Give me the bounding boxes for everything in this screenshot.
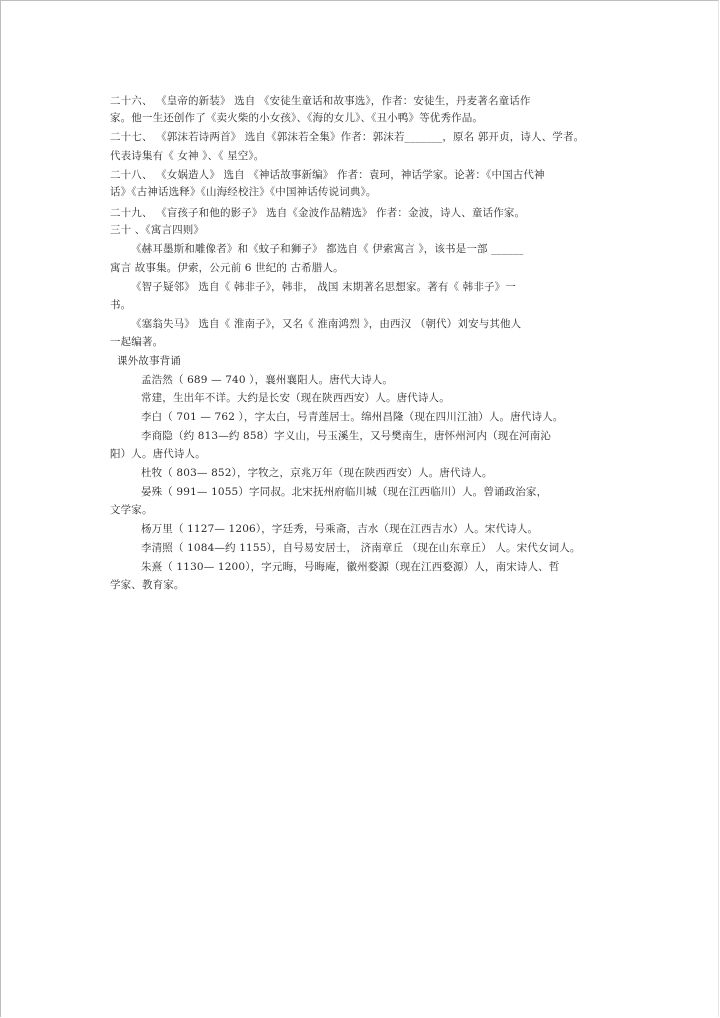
text-line: 二十七、 《郭沫若诗两首》 选自《郭沫若全集》作者：郭沫若_______，原名 郭开贞，诗人、学者。 [110,131,585,143]
text-line: 朱熹（ 1130— 1200），字元晦，号晦庵，徽州婺源（现在江西婺源）人，南宋诗人、哲 [141,561,560,573]
text-line: 寓言 故事集。伊索，公元前 6 世纪的 古希腊人。 [110,262,344,274]
text-line: 李商隐（约 813—约 858）字义山，号玉溪生，又号樊南生，唐怀州河内（现在河南沁 [141,430,552,442]
text-line: 《塞翁失马》 选自《 淮南子》，又名《 淮南鸿烈 》，由西汉 （朝代）刘安与其他人 [131,318,522,330]
text-line: 二十九、 《盲孩子和他的影子》 选自《金波作品精选》 作者：金波，诗人、童话作家。 [110,207,526,219]
text-line: 一起编著。 [110,336,164,348]
text-line: 三十 、《寓言四则》 [110,224,205,236]
text-line: 李清照（ 1084—约 1155），自号易安居士， 济南章丘 （现在山东章丘） 人。宋代女词人。 [141,542,581,554]
text-line: 学家、教育家。 [110,579,185,591]
text-line: 李白（ 701 — 762 ），字太白，号青莲居士。绵州昌隆（现在四川江油）人。唐代诗人。 [141,411,564,423]
text-line: 文学家。 [110,504,153,516]
text-line: 二十六、 《皇帝的新装》 选自 《安徒生童话和故事选》，作者：安徒生，丹麦著名童话作 [110,95,531,107]
text-line: 《智子疑邻》 选自《 韩非子》，韩非， 战国 末期著名思想家。著有《 韩非子》一 [131,281,516,293]
text-line: 晏殊（ 991— 1055）字同叔。北宋抚州府临川城（现在江西临川）人。曾诵政治家， [141,486,548,498]
text-line: 孟浩然（ 689 — 740 ），襄州襄阳人。唐代大诗人。 [141,374,394,386]
text-line: 代表诗集有《 女神 》、《 星空》。 [110,150,265,162]
text-line: 家。他一生还创作了《卖火柴的小女孩》、《海的女儿》、《丑小鸭》等优秀作品。 [110,112,484,124]
text-line: 杜牧（ 803— 852），字牧之，京兆万年（现在陕西西安）人。唐代诗人。 [141,467,493,479]
text-line: 常建，生出年不详。大约是长安（现在陕西西安）人。唐代诗人。 [141,392,450,404]
text-line: 书。 [110,299,132,311]
text-line: 杨万里（ 1127— 1206），字廷秀，号乘斋，吉水（现在江西吉水）人。宋代诗人。 [141,523,539,535]
text-line: 阳）人。唐代诗人。 [110,448,206,460]
text-line: 《赫耳墨斯和雕像者》和《蚊子和狮子》 都选自《 伊索寓言 》，该书是一部 ______ [131,243,524,255]
text-line: 二十八、 《女娲造人》 选自 《神话故事新编》 作者：袁珂，神话学家。论著：《中国古代神 [110,169,545,181]
text-line: 话》《古神话选释》《山海经校注》《中国神话传说词典》。 [110,186,377,198]
section-heading: 课外故事背诵 [117,355,181,367]
